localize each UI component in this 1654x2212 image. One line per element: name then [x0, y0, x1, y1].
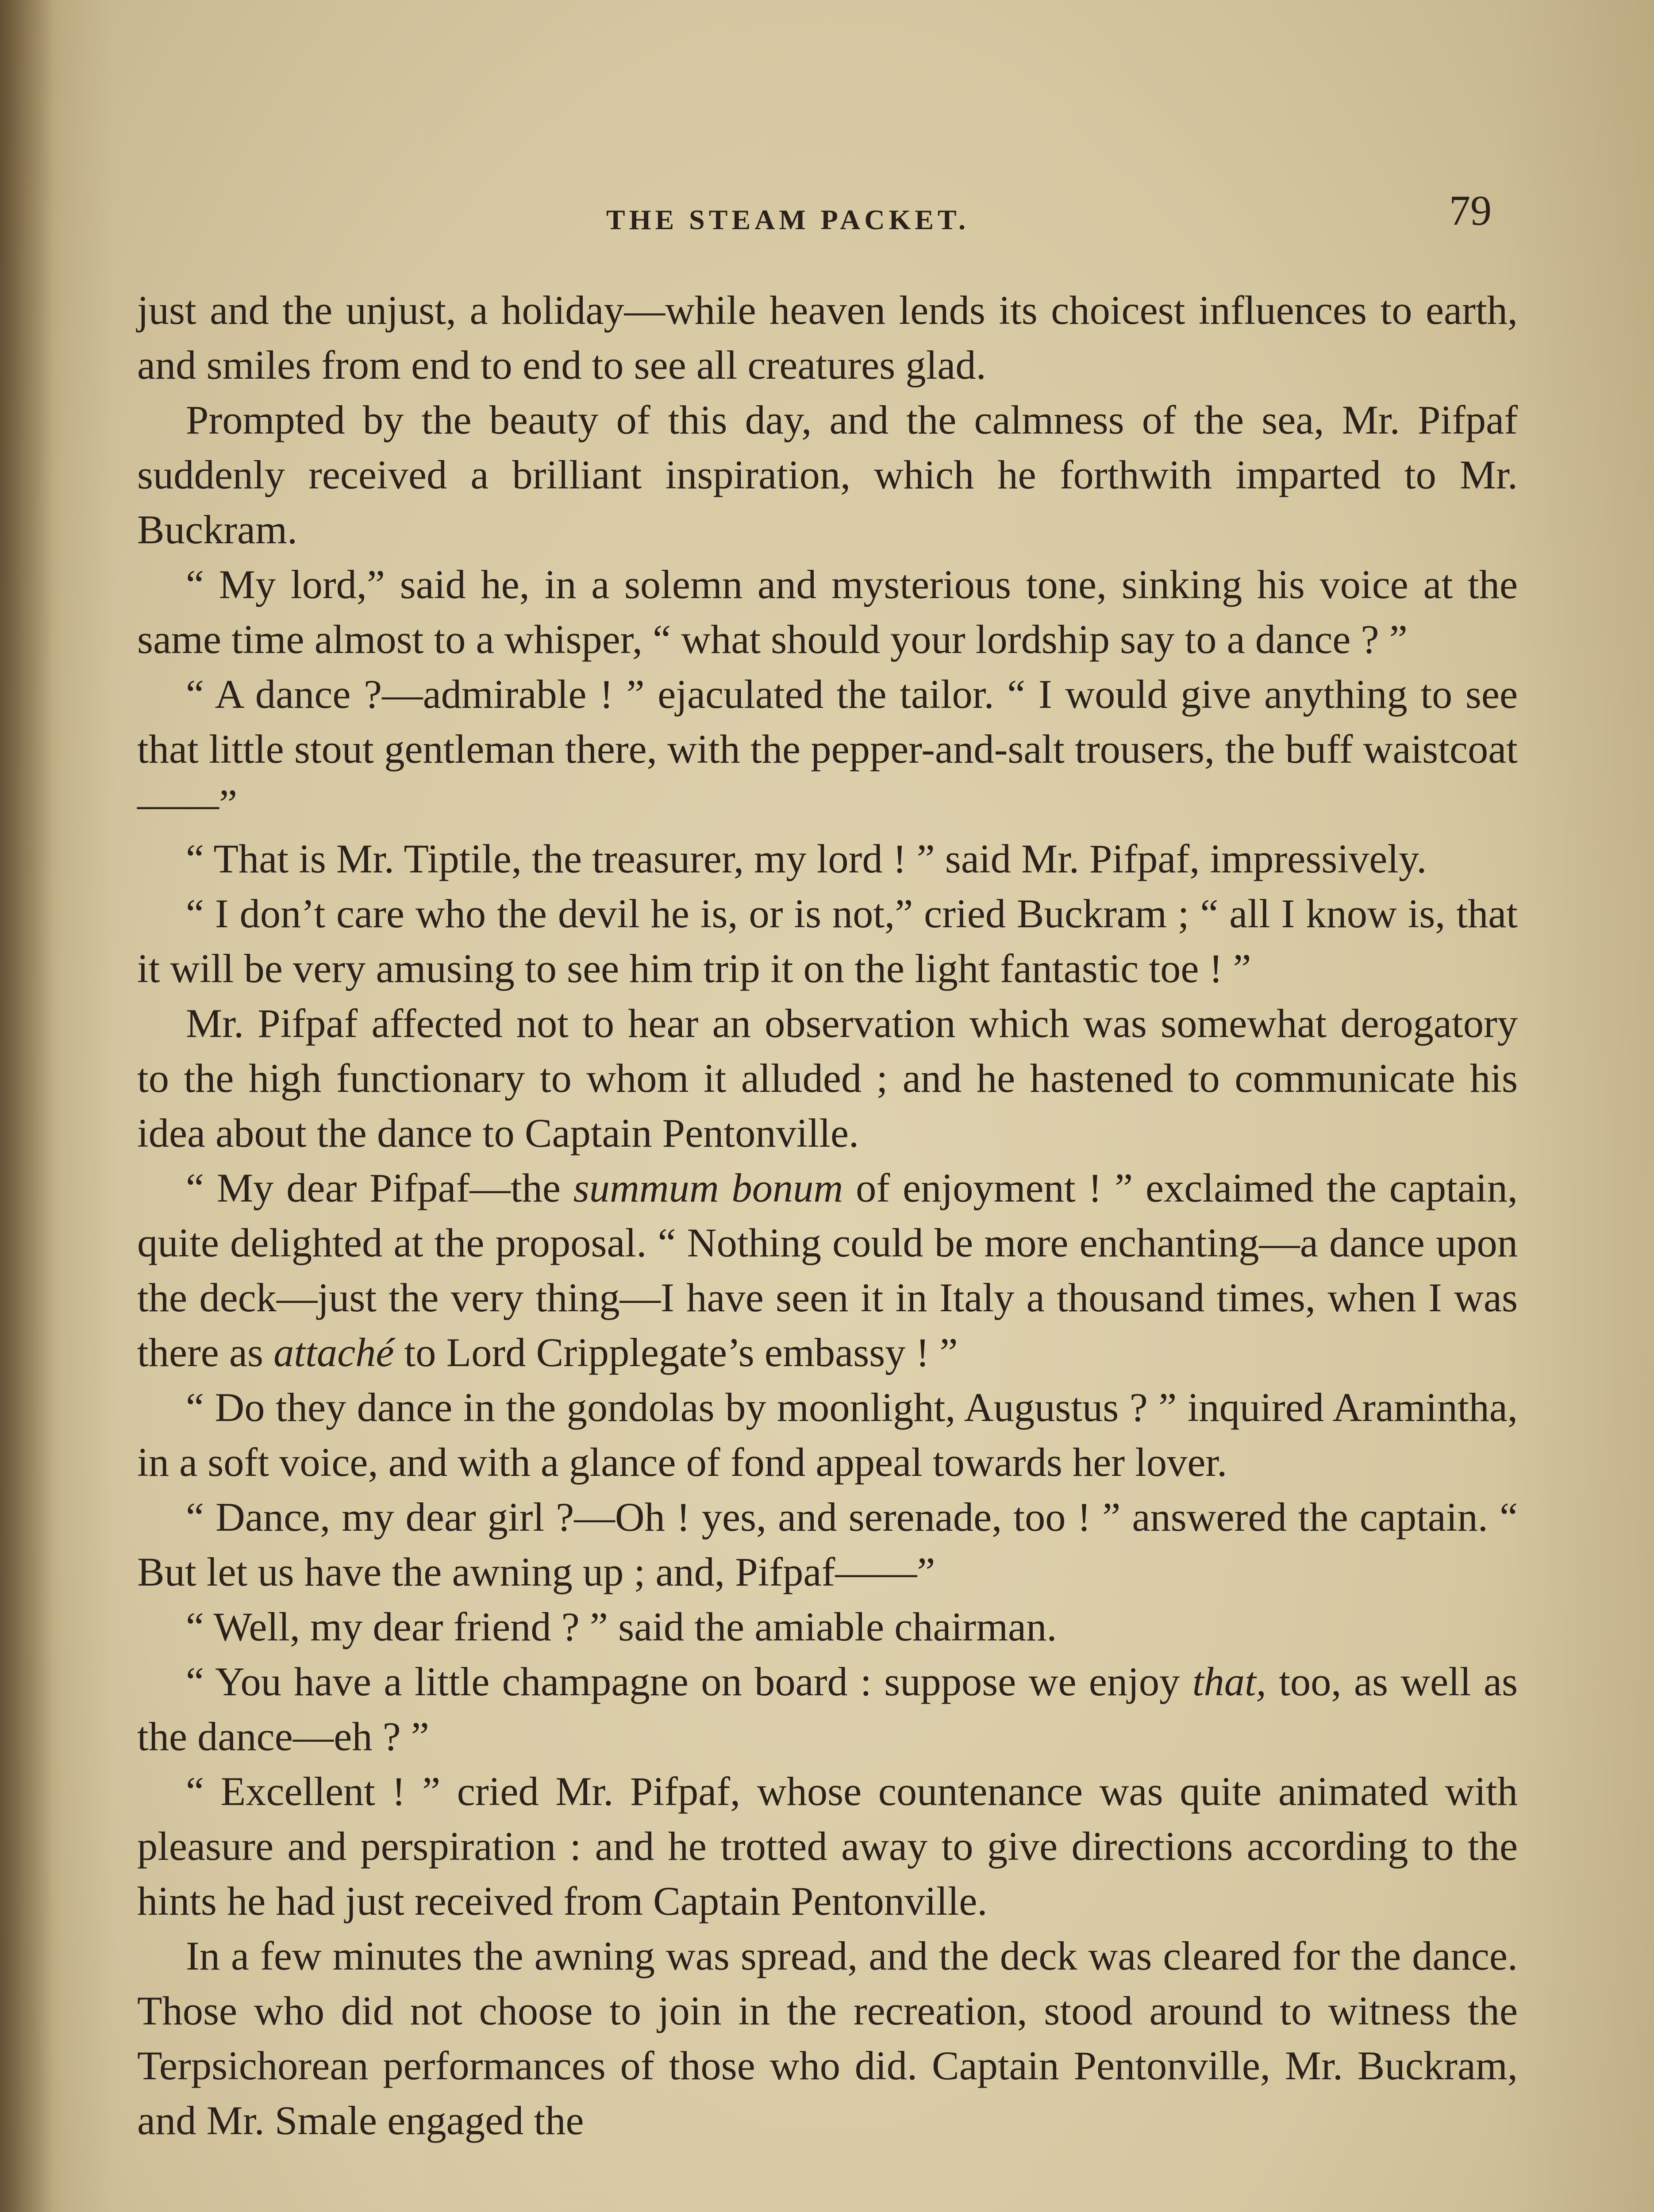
page-header [0, 186, 1654, 239]
paragraph: “ My lord,” said he, in a solemn and mysterious tone, sinking his voice at the same time almost to a whisper, “ what should your lordship say to a dance ? ” [137, 562, 1518, 662]
paragraph: just and the unjust, a holiday—while heaven lends its choicest influences to earth, and smiles from end to end to see all creatures glad. [137, 288, 1518, 388]
text-run: of enjoyment ! ” exclaimed the captain, quite delighted at the proposal. “ Nothing could be more enchanting—a dance upon the deck—just the very thing—I have seen it in Italy a thousand times, when I was there as [137, 1166, 1518, 1375]
italic-phrase: summum bonum [573, 1166, 843, 1211]
page-number: 79 [1449, 187, 1492, 234]
text-run: to Lord Cripplegate’s embassy ! ” [394, 1330, 958, 1375]
paragraph: “ Excellent ! ” cried Mr. Pifpaf, whose countenance was quite animated with pleasure and perspiration : and he trotted away to give directions according to the hints he had just received from Captain Pentonville. [137, 1769, 1518, 1924]
text-run: too, as well as the dance—eh ? ” [137, 1659, 1518, 1759]
text-run: “ My dear Pifpaf—the [186, 1166, 573, 1211]
body-text [137, 283, 1518, 2148]
paragraph: “ Well, my dear friend ? ” said the amiable chairman. [186, 1605, 1057, 1650]
paragraph: “ A dance ?—admirable ! ” ejaculated the tailor. “ I would give anything to see that little stout gentleman there, with the pepper-and-salt trousers, the buff waistcoat——” [137, 672, 1518, 827]
paragraph: “ Do they dance in the gondolas by moonlight, Augustus ? ” inquired Aramintha, in a soft voice, and with a glance of fond appeal towards her lover. [137, 1385, 1518, 1485]
paragraph [137, 1161, 1518, 1380]
text-run: “ You have a little champagne on board : suppose we enjoy [186, 1659, 1192, 1705]
paragraph: In a few minutes the awning was spread, and the deck was cleared for the dance. Those who did not choose to join in the recreation, stood around to witness the Terpsichorean performances of those who did. Captain Pentonville, Mr. Buckram, and Mr. Smale engaged the [137, 1934, 1518, 2143]
italic-phrase: attaché [273, 1330, 394, 1375]
paragraph: Mr. Pifpaf affected not to hear an observation which was somewhat derogatory to the high functionary to whom it alluded ; and he hastened to communicate his idea about the dance to Captain Pentonville. [137, 1001, 1518, 1156]
paragraph [137, 1655, 1518, 1764]
paragraph: Prompted by the beauty of this day, and the calmness of the sea, Mr. Pifpaf suddenly received a brilliant inspiration, which he forthwith imparted to Mr. Buckram. [137, 398, 1518, 553]
paragraph: “ That is Mr. Tiptile, the treasurer, my lord ! ” said Mr. Pifpaf, impressively. [186, 837, 1427, 882]
italic-phrase: that, [1192, 1659, 1266, 1705]
paragraph: “ Dance, my dear girl ?—Oh ! yes, and serenade, too ! ” answered the captain. “ But let us have the awning up ; and, Pifpaf——” [137, 1495, 1518, 1595]
running-head: THE STEAM PACKET. [606, 204, 969, 235]
paragraph: “ I don’t care who the devil he is, or is not,” cried Buckram ; “ all I know is, that it will be very amusing to see him trip it on the light fantastic toe ! ” [137, 891, 1518, 991]
spine-shadow [0, 0, 53, 2212]
